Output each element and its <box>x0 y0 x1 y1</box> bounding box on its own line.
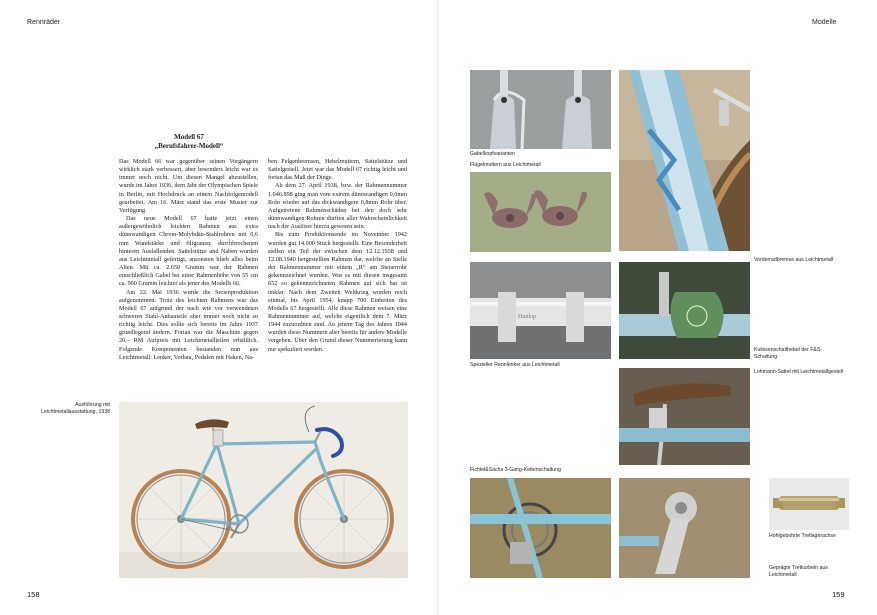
caption-brake: Vorderradbremse aus Leichtmetall <box>754 257 834 263</box>
derailleur-photo <box>470 478 611 578</box>
caption-cranks: Geprägte Tretkurbeln aus Leichtmetall <box>769 565 828 578</box>
paragraph: Am 22. Mai 1936 wurde die Serienproduktion aufgenommen. Trotz des leichten Rahmens war das Modell 67 aufgrund der nach wie vor verwendeten schweren Stahl-Anbauteile aber immer noch nicht so richtig leicht. Dies sollte sich bereits im Jahre 1937 grundlegend ändern. Fortan war die Maschine gegen 20,– RM Aufpreis mit Leichtmetallteilen erhältlich. Folgende Komponenten bestanden nun aus Leichtmetall: Lenker, Vorbau, Pedalen mit Haken, Na- <box>119 288 258 361</box>
gutter <box>437 0 439 615</box>
paragraph: Bis zum Produktionsende im November 1942 wurden gut 14.000 Stück hergestellt. Eine Besonderheit stellen ein Teil der zwischen dem 12.12.1938 und 12.08.1940 hergestellten Rahmen dar, welche an Stelle der Rahmennummer mit einem „R“ am Steuerrohr gekennzeichnet wurden. Was es mit diesen insgesamt 652 so gekennzeichneten Rahmen auf sich hat ist unklar. Nach dem Zweiten Weltkrieg wurden noch einmal, bis April 1954, knapp 700 Einheiten des Modells 67 hergestellt. Alle diese Rahmen weisen eine Rahmennummer auf, welche eigentlich dem 7. März 1944 zuzuordnen sind. An jenem Tag des Jahres 1944 wurden diese Nummern aber bereits für andere Modelle vergeben. Über den Grund dieser Nummerierung kann nur spekuliert werden. <box>268 231 407 353</box>
svg-text:Dunlop: Dunlop <box>518 314 536 320</box>
article-title: Modell 67 <box>174 133 204 141</box>
caption-wing-nuts: Flügelmuttern aus Leichtmetall <box>470 162 541 168</box>
paragraph: Ab dem 27. April 1938, bzw. der Rahmennummer 1.046.898 ging man vom extrem dünnwandigen 0,6mm Rohr wieder auf das dickwandigere 0,8mm Rohr über. Aufgetretene Rahmenschäden bei den doch sehr dünnwandigen Rohren dürften aller Wahrscheinlichkeit nach der Auslöser hierzu gewesen sein. <box>268 182 407 231</box>
text-column-2 <box>268 158 407 354</box>
caption-handlebar: Spezieller Rennlenker aus Leichtmetall <box>470 362 560 368</box>
running-head-left: Rennräder <box>27 19 61 26</box>
article-subtitle: „Berufsfahrer-Modell“ <box>154 141 224 150</box>
caption-saddle: Lohmann-Sattel mit Leichtmetallgestell <box>754 369 844 375</box>
bike-caption: Ausführung mit Leichtmetallausstattung, 1938 <box>41 402 110 415</box>
handlebar-photo <box>470 262 611 359</box>
wing-nuts-photo <box>470 172 611 252</box>
caption-derailleur: Fichtel&Sachs 3-Gang-Kettenschaltung <box>470 467 561 473</box>
caption-fork-crown: Gabelkopfvarianten <box>470 151 515 157</box>
bicycle-photo <box>119 402 408 578</box>
saddle-photo <box>619 368 750 465</box>
caption-shifter: Kulissenschalthebel der F&S-Schaltung <box>754 347 823 360</box>
page-number-right: 159 <box>832 590 845 599</box>
caption-bb-axle: Hohlgebohrte Tretlagerachse <box>769 533 836 539</box>
paragraph: Das neue Modell 67 hatte jetzt einen außergewöhnlich leichten Rahmen aus extra dünnwandigen Chrom-Molybdän-Stahlrohren mit 0,6 mm Wandstärke und filigranen, durchbrochenen hinteren Ausfallenden. Sattelstütze und Naben wurden aus Leichtmetall gefertigt, ansonsten blieb alles beim Alten. Mit ca. 2.650 Gramm war der Rahmen einschließlich Gabel bei einer Rahmenhöhe von 55 cm ca. 900 Gramm leichter als jener des Modells 66. <box>119 215 258 288</box>
running-head-right: Modelle <box>812 19 837 26</box>
page-number-left: 158 <box>27 590 40 599</box>
paragraph: ben Felgenbremsen, Hebelmuttern, Sattelstütze und Sattelgestell. Jetzt war das Modell 67 richtig leicht und fortan das Maß der Dinge. <box>268 158 407 182</box>
cranks-photo <box>619 478 750 578</box>
fork-crown-photo <box>470 70 611 149</box>
shifter-photo <box>619 262 750 359</box>
bb-axle-photo <box>769 478 849 530</box>
paragraph: Das Modell 66 war gegenüber seinen Vorgängern wirklich stark verbessert, aber besonders leicht war es immer noch nicht. Um diesen Mangel abzustellen, wurde im Jahre 1936, dem Jahr der Olympischen Spiele in Berlin, mit Hochdruck an einem Nachfolgemodell gearbeitet. Am 16. März stand das erste Muster zur Verfügung. <box>119 158 258 214</box>
article-heading <box>118 133 260 150</box>
brake-photo <box>619 70 750 251</box>
text-column-1 <box>119 158 258 362</box>
